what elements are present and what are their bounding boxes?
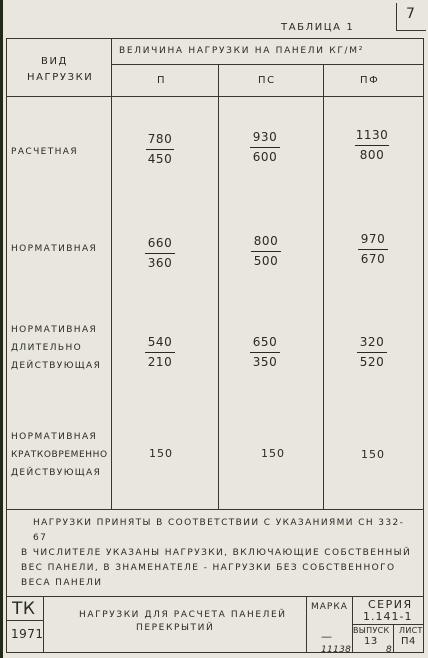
header-col-pf: ПФ xyxy=(360,75,380,86)
header-col-type-line2: НАГРУЗКИ xyxy=(27,72,94,83)
header-col-ps: ПС xyxy=(258,75,276,86)
value-design-pf: 1130 800 xyxy=(355,128,389,162)
row-label-long-term: НОРМАТИВНАЯ ДЛИТЕЛЬНО ДЕЙСТВУЮЩАЯ xyxy=(11,325,102,371)
value-short-term-p: 150 xyxy=(149,447,173,460)
stamp-marka-value: — xyxy=(321,630,334,643)
header-load-title: ВЕЛИЧИНА НАГРУЗКИ НА ПАНЕЛИ КГ/М² xyxy=(119,46,365,56)
document-sheet xyxy=(3,0,428,658)
value-normative-p: 660 360 xyxy=(145,236,175,271)
header-subrule xyxy=(111,64,424,65)
page-number-box-bottom xyxy=(396,30,426,31)
value-long-term-p: 540 210 xyxy=(145,335,175,370)
stamp-divider-marka xyxy=(306,596,307,652)
stamp-issue-value: 13 xyxy=(364,636,378,647)
table-right-border xyxy=(423,38,424,653)
value-normative-ps: 800 500 xyxy=(251,234,281,269)
stamp-sheet-value: П4 xyxy=(401,636,416,647)
row-label-short-term: НОРМАТИВНАЯ КРАТКОВРЕМЕННО ДЕЙСТВУЮЩАЯ xyxy=(11,432,108,478)
col-divider-ps xyxy=(323,64,324,510)
header-col-type-line1: ВИД xyxy=(41,56,68,67)
stamp-marka-label: МАРКА xyxy=(311,602,348,612)
value-long-term-pf: 320 520 xyxy=(357,335,387,370)
stamp-series-value: 1.141-1 xyxy=(363,610,413,623)
note-top-rule xyxy=(6,509,424,510)
value-long-term-ps: 650 350 xyxy=(250,335,280,370)
value-design-ps: 930 600 xyxy=(250,130,280,165)
handwritten-number: 11138 xyxy=(321,645,352,655)
stamp-org-year-rule xyxy=(6,620,43,621)
table-top-border xyxy=(6,38,424,39)
stamp-divider-org xyxy=(43,596,44,652)
col-divider-type xyxy=(111,38,112,510)
table-left-border xyxy=(6,38,7,653)
stamp-title-line2: ПЕРЕКРЫТИЙ xyxy=(136,623,215,633)
row-label-design: РАСЧЕТНАЯ xyxy=(11,147,78,157)
value-short-term-ps: 150 xyxy=(261,447,285,460)
value-design-p: 780 450 xyxy=(147,132,173,166)
note-text: НАГРУЗКИ ПРИНЯТЫ В СООТВЕТСТВИИ С УКАЗАНИЯМИ СН 332-67 В ЧИСЛИТЕЛЕ УКАЗАНЫ НАГРУЗКИ, ВКЛЮЧАЮЩИЕ СОБСТВЕННЫЙ ВЕС ПАНЕЛИ, В ЗНАМЕНАТЕЛЕ - НАГРУЗКИ БЕЗ СОБСТВЕННОГО ВЕСА ПАНЕЛИ xyxy=(21,518,412,588)
table-label: ТАБЛИЦА 1 xyxy=(281,22,355,33)
page-number: 7 xyxy=(406,6,417,22)
header-bottom-rule xyxy=(6,96,424,97)
stamp-bottom-rule xyxy=(6,652,424,653)
page-number-box-left xyxy=(396,3,397,31)
value-normative-pf: 970 670 xyxy=(358,232,388,267)
stamp-title-line1: НАГРУЗКИ ДЛЯ РАСЧЕТА ПАНЕЛЕЙ xyxy=(79,610,287,620)
stamp-series-label: СЕРИЯ xyxy=(368,598,413,611)
stamp-sheet-label: ЛИСТ xyxy=(399,626,423,635)
row-label-normative: НОРМАТИВНАЯ xyxy=(11,244,98,254)
stamp-issue-label: ВЫПУСК xyxy=(353,626,390,635)
handwritten-mark: 8 xyxy=(386,645,394,655)
stamp-org: ТК xyxy=(12,599,36,619)
stamp-series-rule xyxy=(352,624,424,625)
value-short-term-pf: 150 xyxy=(361,448,385,461)
stamp-top-rule xyxy=(6,596,424,597)
col-divider-p xyxy=(218,64,219,510)
stamp-year: 1971 xyxy=(11,627,44,641)
header-col-p: П xyxy=(157,75,167,86)
